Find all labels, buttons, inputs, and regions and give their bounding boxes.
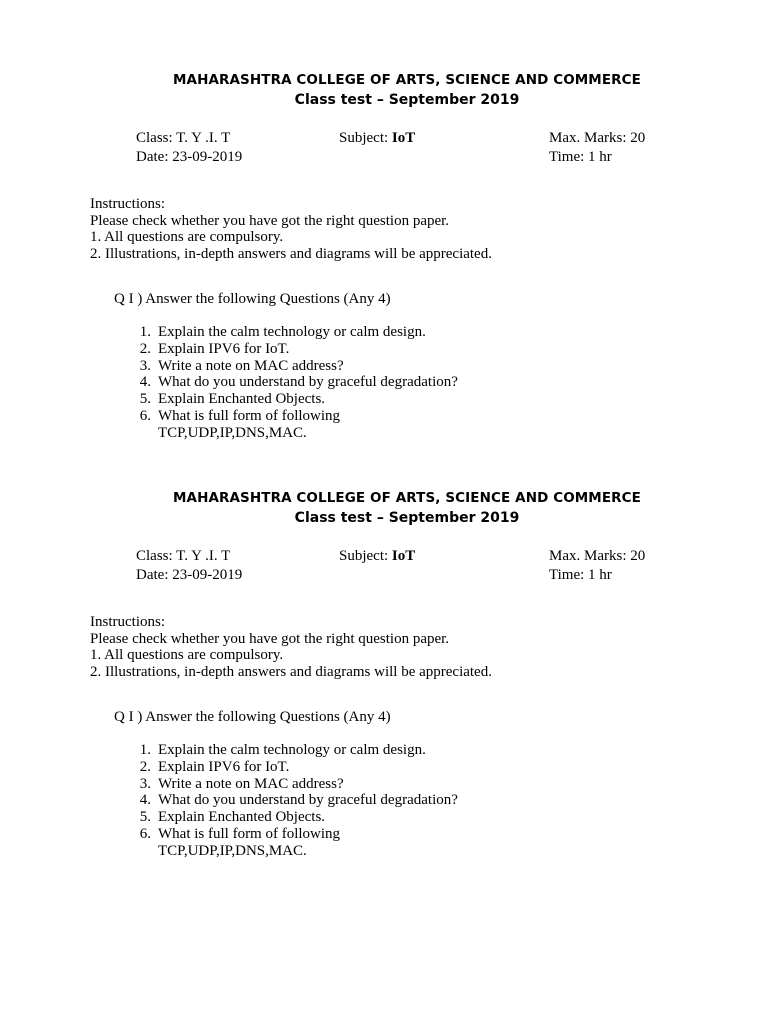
question-number: 3. xyxy=(139,775,151,792)
max-marks: Max. Marks: 20 xyxy=(549,130,646,146)
question-item xyxy=(0,826,458,843)
max-marks: Max. Marks: 20 xyxy=(549,548,646,564)
class-info xyxy=(136,130,230,147)
question-text-continued: TCP,UDP,IP,DNS,MAC. xyxy=(158,424,307,441)
question-number: 4. xyxy=(139,374,151,391)
instruction-line: Please check whether you have got the right question paper. xyxy=(90,212,450,229)
question-text: What do you understand by graceful degradation? xyxy=(158,792,458,809)
subject-label: Subject: xyxy=(339,548,392,564)
question-text: Explain Enchanted Objects. xyxy=(158,809,326,826)
class-value: T. Y .I. T xyxy=(176,548,231,564)
question-item xyxy=(0,358,458,375)
question-text: Explain IPV6 for IoT. xyxy=(158,758,290,775)
instructions-block xyxy=(90,196,492,262)
test-date: Date: 23-09-2019 xyxy=(136,149,243,165)
question-text: What is full form of following xyxy=(158,407,341,424)
subject-value: IoT xyxy=(391,130,416,146)
question-item xyxy=(0,408,458,425)
question-text: Write a note on MAC address? xyxy=(158,775,344,792)
question-text: Explain the calm technology or calm design. xyxy=(158,324,426,340)
question-item xyxy=(0,776,458,793)
question-list xyxy=(0,742,458,860)
instructions-heading: Instructions: xyxy=(90,614,165,630)
instructions-heading: Instructions: xyxy=(90,196,165,212)
question-item xyxy=(0,391,458,408)
instruction-line: Please check whether you have got the right question paper. xyxy=(90,630,450,647)
question-item xyxy=(0,742,458,759)
test-title: Class test – September 2019 xyxy=(294,92,520,108)
instruction-line: 2. Illustrations, in-depth answers and diagrams will be appreciated. xyxy=(90,245,492,262)
question-number: 4. xyxy=(139,792,151,809)
instruction-line: 1. All questions are compulsory. xyxy=(90,229,284,245)
question-text: Write a note on MAC address? xyxy=(158,357,344,374)
college-name: MAHARASHTRA COLLEGE OF ARTS, SCIENCE AND COMMERCE xyxy=(172,72,641,88)
test-duration: Time: 1 hr xyxy=(549,567,612,583)
question-text: Explain the calm technology or calm design. xyxy=(158,742,426,758)
class-value: T. Y .I. T xyxy=(176,130,231,146)
question-item xyxy=(0,759,458,776)
instructions-block xyxy=(90,614,492,680)
question-item xyxy=(0,792,458,809)
test-duration: Time: 1 hr xyxy=(549,149,612,165)
subject-info xyxy=(339,548,415,565)
question-item xyxy=(0,809,458,826)
question-number: 2. xyxy=(139,340,151,357)
question-number: 1. xyxy=(139,742,151,758)
question-heading: Q I ) Answer the following Questions (Any 4) xyxy=(114,709,391,725)
question-text: Explain IPV6 for IoT. xyxy=(158,340,290,357)
question-number: 1. xyxy=(139,324,151,340)
question-item xyxy=(0,324,458,341)
class-label: Class: xyxy=(136,130,177,146)
question-item xyxy=(0,341,458,358)
question-list xyxy=(0,324,458,442)
question-continuation xyxy=(0,843,458,860)
question-text: What do you understand by graceful degradation? xyxy=(158,374,458,391)
subject-label: Subject: xyxy=(339,130,392,146)
question-number: 6. xyxy=(139,407,151,424)
question-number: 6. xyxy=(139,825,151,842)
test-title: Class test – September 2019 xyxy=(294,510,520,526)
subject-info xyxy=(339,130,415,147)
class-label: Class: xyxy=(136,548,177,564)
question-text: What is full form of following xyxy=(158,825,341,842)
question-number: 5. xyxy=(139,391,151,408)
college-name: MAHARASHTRA COLLEGE OF ARTS, SCIENCE AND COMMERCE xyxy=(172,490,641,506)
question-text-continued: TCP,UDP,IP,DNS,MAC. xyxy=(158,842,307,859)
test-date: Date: 23-09-2019 xyxy=(136,567,243,583)
question-continuation xyxy=(0,425,458,442)
question-number: 5. xyxy=(139,809,151,826)
question-number: 2. xyxy=(139,758,151,775)
question-number: 3. xyxy=(139,357,151,374)
question-item xyxy=(0,374,458,391)
question-text: Explain Enchanted Objects. xyxy=(158,391,326,408)
instruction-line: 2. Illustrations, in-depth answers and diagrams will be appreciated. xyxy=(90,663,492,680)
subject-value: IoT xyxy=(391,548,416,564)
class-info xyxy=(136,548,230,565)
instruction-line: 1. All questions are compulsory. xyxy=(90,647,284,663)
question-heading: Q I ) Answer the following Questions (Any 4) xyxy=(114,291,391,307)
